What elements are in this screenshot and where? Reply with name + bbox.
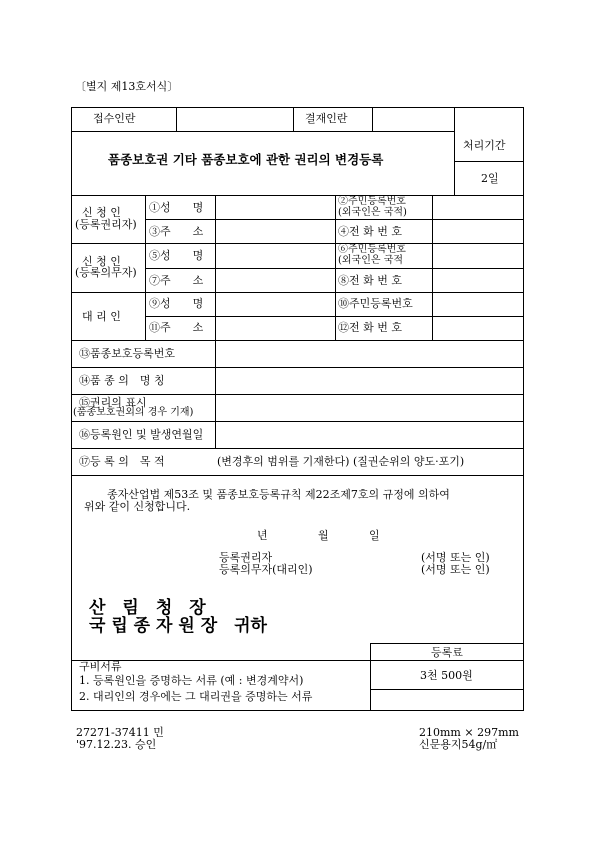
holder-id-label: ②주민등록번호 <box>338 196 406 207</box>
obligor-phone-label: ⑧전 화 번 호 <box>338 274 402 287</box>
holder-sign-mark: (서명 또는 인) <box>421 551 490 564</box>
agent-id-label: ⑩주민등록번호 <box>338 297 413 310</box>
addressee-1: 산 림 청 장 <box>89 598 206 618</box>
addressee-2: 국 립 종 자 원 장 귀하 <box>89 616 267 636</box>
right-display-sublabel: (품종보호권외의 경우 기재) <box>73 407 194 418</box>
approval-stamp-label: 결재인란 <box>305 112 348 125</box>
obligor-sign-mark: (서명 또는 인) <box>421 563 490 576</box>
purpose-label: ⑰등 록 의 목 적 <box>79 455 165 468</box>
date-month: 월 <box>318 529 329 542</box>
holder-name-label: ①성 명 <box>149 201 204 214</box>
processing-period-value: 2일 <box>481 172 499 185</box>
obligor-group-sublabel: (등록의무자) <box>75 266 137 279</box>
obligor-id-label: ⑥주민등록번호 <box>338 244 406 255</box>
obligor-signatory: 등록의무자(대리인) <box>219 563 313 576</box>
docs-item-2: 2. 대리인의 경우에는 그 대리권을 증명하는 서류 <box>79 690 313 703</box>
obligor-group-label: 신 청 인 <box>82 255 121 268</box>
fee-label: 등록료 <box>431 646 463 659</box>
variety-name-label: ⑭품 종 의 명 칭 <box>79 374 165 387</box>
form-label: 〔별지 제13호서식〕 <box>75 80 179 93</box>
holder-phone-label: ④전 화 번 호 <box>338 225 402 238</box>
processing-period-label: 처리기간 <box>463 139 506 152</box>
registration-no-label: ⑬품종보호등록번호 <box>79 347 176 360</box>
declaration-line2: 위와 같이 신청합니다. <box>84 500 191 513</box>
approval-date: '97.12.23. 승인 <box>76 738 157 751</box>
right-display-label: ⑮권리의 표시 <box>79 396 147 409</box>
holder-group-sublabel: (등록권리자) <box>75 218 137 231</box>
cause-date-label: ⑯등록원인 및 발생연월일 <box>79 428 204 441</box>
receipt-stamp-label: 접수인란 <box>93 112 136 125</box>
docs-item-1: 1. 등록원인을 증명하는 서류 (예 : 변경계약서) <box>79 674 304 687</box>
docs-label: 구비서류 <box>79 660 122 673</box>
obligor-address-label: ⑦주 소 <box>149 274 204 287</box>
agent-address-label: ⑪주 소 <box>149 321 204 334</box>
agent-name-label: ⑨성 명 <box>149 297 204 310</box>
form-title: 품종보호권 기타 품종보호에 관한 권리의 변경등록 <box>108 152 384 167</box>
date-day: 일 <box>369 529 380 542</box>
holder-signatory: 등록권리자 <box>219 551 273 564</box>
obligor-id-sublabel: (외국인은 국적 <box>338 255 404 266</box>
form-code: 27271-37411 민 <box>76 726 164 739</box>
holder-id-sublabel: (외국인은 국적) <box>338 207 407 218</box>
declaration-line1: 종자산업법 제53조 및 품종보호등록규칙 제22조제7호의 규정에 의하여 <box>107 488 450 501</box>
fee-value: 3천 500원 <box>420 669 473 682</box>
obligor-name-label: ⑤성 명 <box>149 249 204 262</box>
holder-address-label: ③주 소 <box>149 225 204 238</box>
date-year: 년 <box>257 529 268 542</box>
paper-type: 신문용지54g/㎡ <box>419 738 498 751</box>
purpose-value: (변경후의 범위를 기재한다) (질권순위의 양도·포기) <box>217 455 465 468</box>
holder-group-label: 신 청 인 <box>82 206 121 219</box>
paper-size: 210mm × 297mm <box>419 726 519 739</box>
agent-phone-label: ⑫전 화 번 호 <box>338 321 402 334</box>
agent-group-label: 대 리 인 <box>82 310 121 323</box>
